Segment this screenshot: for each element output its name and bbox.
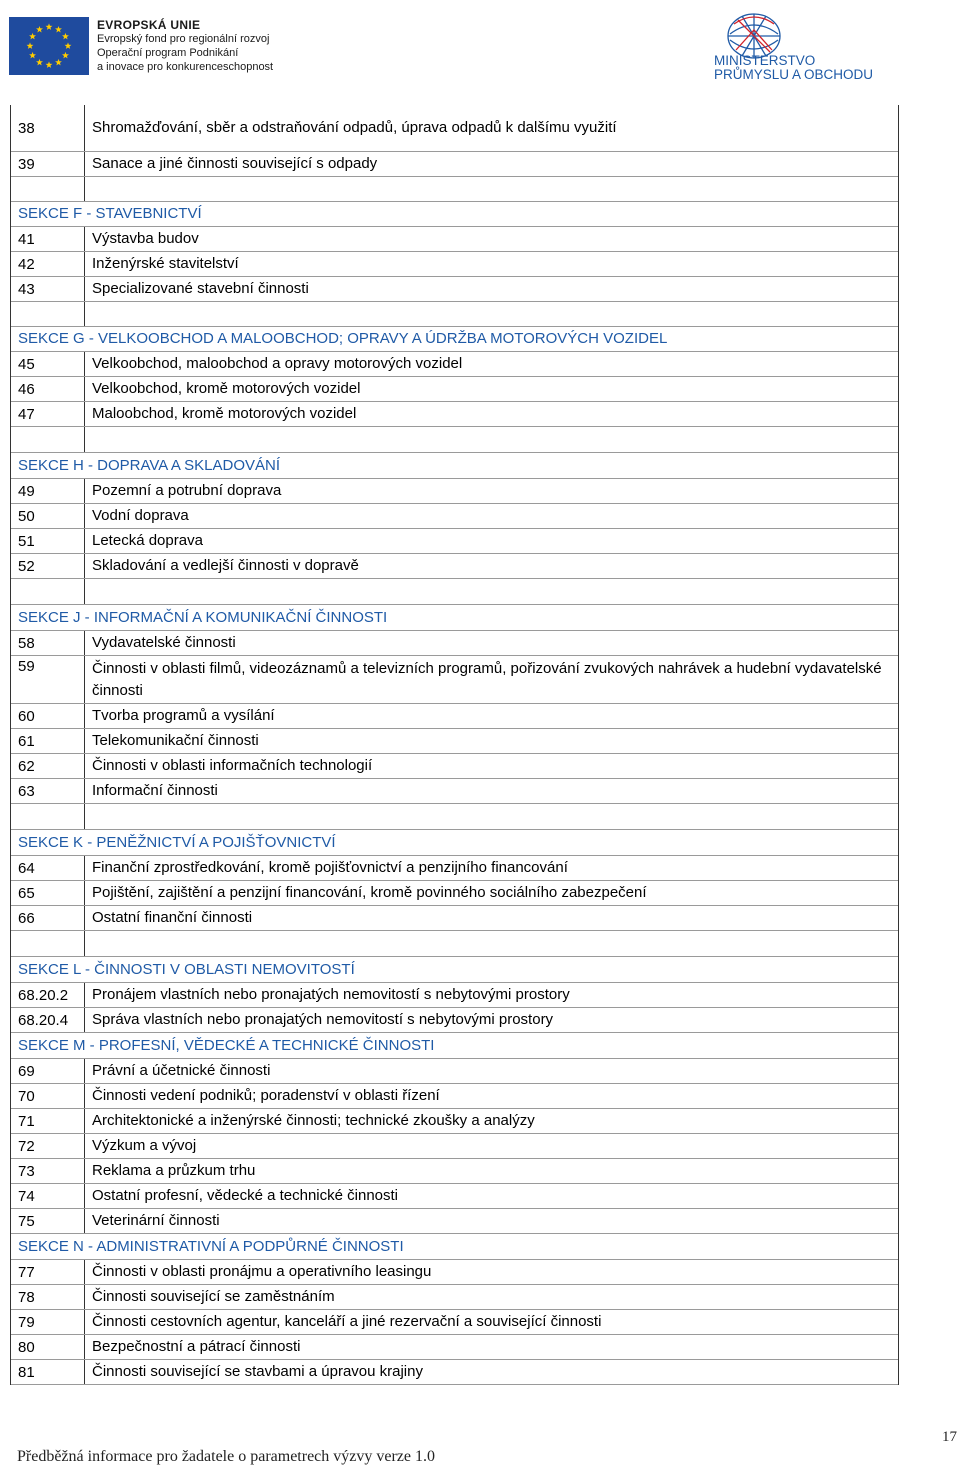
name-cell: Letecká doprava	[92, 532, 203, 549]
table-row	[11, 881, 898, 906]
table-row	[11, 1209, 898, 1234]
name-cell	[85, 302, 898, 326]
mpo-line-1: MINISTERSTVO	[714, 53, 816, 68]
name-cell: Ostatní profesní, vědecké a technické činnosti	[92, 1187, 398, 1204]
table-row	[11, 277, 898, 302]
name-cell: Informační činnosti	[92, 782, 218, 799]
table-row	[11, 1159, 898, 1184]
section-title: SEKCE M - PROFESNÍ, VĚDECKÉ A TECHNICKÉ ČINNOSTI	[18, 1036, 435, 1054]
table-row	[11, 1109, 898, 1134]
code-cell: 39	[11, 152, 85, 176]
name-cell: Výzkum a vývoj	[92, 1137, 197, 1154]
eu-star-icon	[65, 42, 72, 49]
section-title: SEKCE K - PENĚŽNICTVÍ A POJIŠŤOVNICTVÍ	[18, 833, 336, 851]
code-cell: 63	[11, 779, 85, 803]
code-cell: 51	[11, 529, 85, 553]
code-cell: 49	[11, 479, 85, 503]
code-cell: 60	[11, 704, 85, 728]
footer-text: Předběžná informace pro žadatele o parametrech výzvy verze 1.0	[17, 1448, 435, 1465]
code-cell	[11, 804, 85, 829]
nace-table	[10, 105, 899, 1385]
table-row	[11, 504, 898, 529]
name-cell: Architektonické a inženýrské činnosti; technické zkoušky a analýzy	[92, 1112, 535, 1129]
blank-row	[11, 302, 898, 327]
eu-star-icon	[27, 42, 34, 49]
section-header-row	[11, 830, 898, 856]
eu-line-1: Evropský fond pro regionální rozvoj	[97, 33, 270, 45]
table-row	[11, 656, 898, 704]
eu-star-icon	[36, 59, 43, 66]
name-cell: Činnosti související se zaměstnáním	[92, 1288, 335, 1305]
mpo-line-2: PRŮMYSLU A OBCHODU	[714, 67, 874, 82]
table-row	[11, 906, 898, 931]
eu-star-icon	[46, 61, 53, 68]
code-cell: 61	[11, 729, 85, 753]
name-cell: Pojištění, zajištění a penzijní financování, kromě povinného sociálního zabezpečení	[92, 884, 647, 901]
table-row	[11, 856, 898, 881]
name-cell: Činnosti v oblasti filmů, videozáznamů a televizních programů, pořizování zvukových nahrávek a hudební vydavatelské činnosti	[92, 660, 882, 699]
name-cell: Reklama a průzkum trhu	[92, 1162, 256, 1179]
eu-logo-text	[97, 18, 273, 74]
eu-star-icon	[62, 33, 69, 40]
code-cell: 75	[11, 1209, 85, 1233]
code-cell: 43	[11, 277, 85, 301]
code-cell: 70	[11, 1084, 85, 1108]
code-cell: 68.20.4	[11, 1008, 85, 1032]
section-header-row	[11, 1033, 898, 1059]
code-cell: 52	[11, 554, 85, 578]
table-row	[11, 529, 898, 554]
name-cell: Inženýrské stavitelství	[92, 255, 239, 272]
section-header-row	[11, 605, 898, 631]
code-cell: 41	[11, 227, 85, 251]
table-row	[11, 1310, 898, 1335]
code-cell: 73	[11, 1159, 85, 1183]
eu-star-icon	[36, 26, 43, 33]
table-row	[11, 479, 898, 504]
eu-title: EVROPSKÁ UNIE	[97, 18, 201, 32]
code-cell: 45	[11, 352, 85, 376]
code-cell: 68.20.2	[11, 983, 85, 1007]
name-cell: Pronájem vlastních nebo pronajatých nemovitostí s nebytovými prostory	[92, 986, 570, 1003]
name-cell: Shromažďování, sběr a odstraňování odpadů, úprava odpadů k dalšímu využití	[92, 119, 617, 136]
table-row	[11, 352, 898, 377]
name-cell: Velkoobchod, kromě motorových vozidel	[92, 380, 361, 397]
code-cell: 38	[11, 105, 85, 151]
table-row	[11, 729, 898, 754]
code-cell: 66	[11, 906, 85, 930]
name-cell: Činnosti v oblasti informačních technologií	[92, 757, 373, 774]
section-title: SEKCE G - VELKOOBCHOD A MALOOBCHOD; OPRAVY A ÚDRŽBA MOTOROVÝCH VOZIDEL	[18, 330, 668, 347]
name-cell: Finanční zprostředkování, kromě pojišťovnictví a penzijního financování	[92, 859, 568, 876]
code-cell: 80	[11, 1335, 85, 1359]
code-cell: 79	[11, 1310, 85, 1334]
section-title: SEKCE H - DOPRAVA A SKLADOVÁNÍ	[18, 456, 281, 474]
section-title: SEKCE L - ČINNOSTI V OBLASTI NEMOVITOSTÍ	[18, 960, 355, 978]
blank-row	[11, 931, 898, 957]
blank-row	[11, 579, 898, 605]
section-header-row	[11, 957, 898, 983]
name-cell: Sanace a jiné činnosti související s odpady	[92, 155, 378, 172]
section-title: SEKCE F - STAVEBNICTVÍ	[18, 205, 202, 222]
code-cell	[11, 302, 85, 326]
code-cell: 62	[11, 754, 85, 778]
code-cell	[11, 579, 85, 604]
section-title: SEKCE N - ADMINISTRATIVNÍ A PODPŮRNÉ ČINNOSTI	[18, 1237, 404, 1255]
table-row	[11, 227, 898, 252]
name-cell: Telekomunikační činnosti	[92, 732, 259, 749]
eu-star-icon	[62, 52, 69, 59]
code-cell: 58	[11, 631, 85, 655]
table-row	[11, 152, 898, 177]
code-cell: 74	[11, 1184, 85, 1208]
code-cell: 50	[11, 504, 85, 528]
section-header-row	[11, 453, 898, 479]
name-cell: Specializované stavební činnosti	[92, 280, 309, 297]
name-cell: Vydavatelské činnosti	[92, 634, 236, 651]
table-row	[11, 1335, 898, 1360]
name-cell: Činnosti v oblasti pronájmu a operativního leasingu	[92, 1263, 432, 1280]
code-cell: 64	[11, 856, 85, 880]
name-cell: Výstavba budov	[92, 230, 199, 247]
code-cell	[11, 427, 85, 452]
code-cell: 46	[11, 377, 85, 401]
name-cell: Činnosti související se stavbami a úpravou krajiny	[92, 1363, 423, 1380]
eu-star-icon	[55, 26, 62, 33]
table-row	[11, 1360, 898, 1385]
code-cell: 78	[11, 1285, 85, 1309]
section-header-row	[11, 202, 898, 227]
table-row	[11, 1260, 898, 1285]
table-row	[11, 1059, 898, 1084]
code-cell: 71	[11, 1109, 85, 1133]
blank-row	[11, 804, 898, 830]
table-row	[11, 779, 898, 804]
table-row	[11, 1084, 898, 1109]
code-cell: 77	[11, 1260, 85, 1284]
eu-logo	[9, 17, 273, 75]
table-row	[11, 1285, 898, 1310]
name-cell	[85, 427, 898, 452]
section-title: SEKCE J - INFORMAČNÍ A KOMUNIKAČNÍ ČINNOSTI	[18, 608, 388, 626]
table-row	[11, 402, 898, 427]
code-cell: 72	[11, 1134, 85, 1158]
table-row	[11, 1008, 898, 1033]
code-cell: 69	[11, 1059, 85, 1083]
name-cell: Velkoobchod, maloobchod a opravy motorových vozidel	[92, 355, 463, 372]
table-row	[11, 1184, 898, 1209]
mpo-logo-text	[714, 54, 873, 82]
code-cell: 42	[11, 252, 85, 276]
table-row	[11, 631, 898, 656]
table-row	[11, 252, 898, 277]
section-header-row	[11, 327, 898, 352]
name-cell: Maloobchod, kromě motorových vozidel	[92, 405, 357, 422]
blank-row	[11, 427, 898, 453]
eu-star-icon	[55, 59, 62, 66]
name-cell	[85, 177, 898, 201]
name-cell: Pozemní a potrubní doprava	[92, 482, 282, 499]
name-cell: Bezpečnostní a pátrací činnosti	[92, 1338, 301, 1355]
eu-line-2: Operační program Podnikání	[97, 47, 239, 59]
eu-flag-icon	[9, 17, 89, 75]
eu-line-3: a inovace pro konkurenceschopnost	[97, 61, 274, 73]
name-cell: Právní a účetnické činnosti	[92, 1062, 271, 1079]
code-cell: 59	[11, 656, 85, 703]
table-row	[11, 754, 898, 779]
name-cell	[85, 931, 898, 956]
page-number: 17	[942, 1429, 957, 1445]
table-row	[11, 1134, 898, 1159]
code-cell: 65	[11, 881, 85, 905]
name-cell: Tvorba programů a vysílání	[92, 707, 275, 724]
table-row	[11, 704, 898, 729]
code-cell	[11, 177, 85, 201]
table-row	[11, 554, 898, 579]
table-row	[11, 983, 898, 1008]
eu-star-icon	[29, 33, 36, 40]
eu-star-icon	[46, 23, 53, 30]
name-cell: Ostatní finanční činnosti	[92, 909, 253, 926]
code-cell: 47	[11, 402, 85, 426]
name-cell: Činnosti cestovních agentur, kanceláří a jiné rezervační a související činnosti	[92, 1313, 602, 1330]
table-row	[11, 377, 898, 402]
name-cell: Vodní doprava	[92, 507, 189, 524]
name-cell	[85, 804, 898, 829]
name-cell: Veterinární činnosti	[92, 1212, 220, 1229]
code-cell	[11, 931, 85, 956]
name-cell	[85, 579, 898, 604]
name-cell: Správa vlastních nebo pronajatých nemovitostí s nebytovými prostory	[92, 1011, 554, 1028]
name-cell: Činnosti vedení podniků; poradenství v oblasti řízení	[92, 1087, 440, 1104]
table-row	[11, 105, 898, 152]
section-header-row	[11, 1234, 898, 1260]
code-cell: 81	[11, 1360, 85, 1384]
name-cell: Skladování a vedlejší činnosti v dopravě	[92, 557, 359, 574]
blank-row	[11, 177, 898, 202]
eu-star-icon	[29, 52, 36, 59]
